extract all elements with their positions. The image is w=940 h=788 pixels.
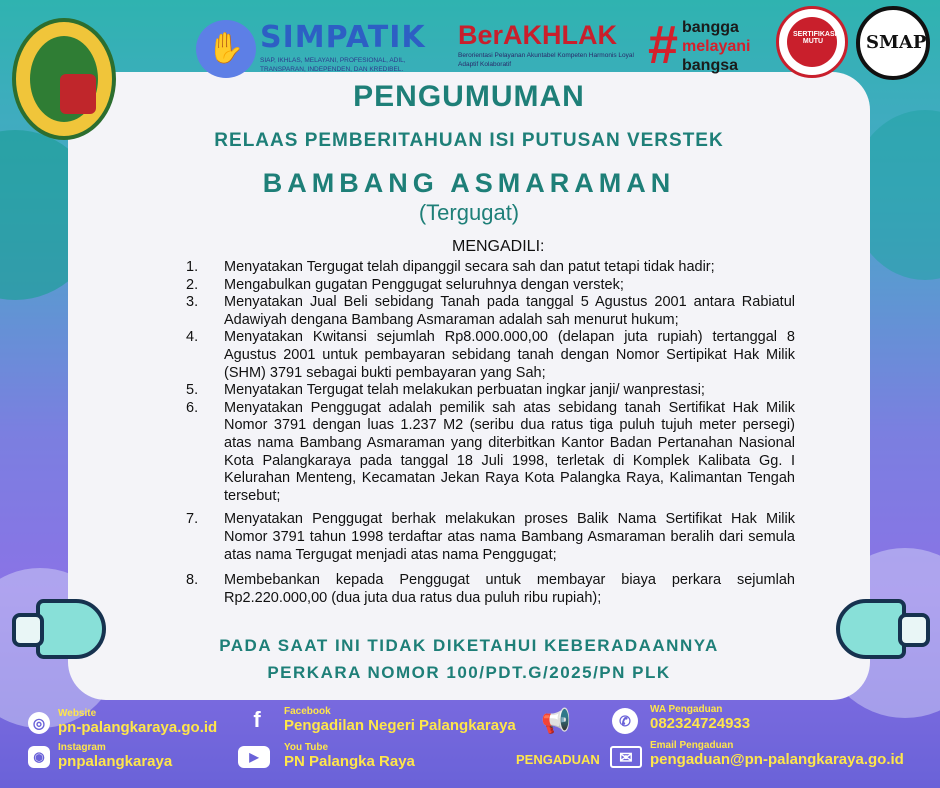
bangga-word-1: bangga	[682, 19, 739, 36]
verdict-list	[180, 259, 795, 607]
instagram-icon: ◉	[28, 746, 50, 768]
youtube-contact[interactable]	[284, 742, 415, 770]
facebook-label: Facebook	[284, 706, 331, 717]
page-title: PENGUMUMAN	[353, 80, 585, 113]
pengaduan-contact	[516, 752, 600, 767]
berakhlak-title: BerAKHLAK	[458, 20, 618, 50]
facebook-contact[interactable]	[284, 706, 516, 734]
bangga-word-3: bangsa	[682, 57, 739, 74]
website-contact[interactable]	[58, 708, 217, 736]
instagram-link[interactable]: pnpalangkaraya	[58, 753, 173, 770]
verdict-item: 5. Menyatakan Tergugat telah melakukan perbuatan ingkar janji/ wanprestasi;	[186, 382, 705, 399]
pengaduan-label: PENGADUAN	[516, 752, 600, 767]
verdict-item: 4. Menyatakan Kwitansi sejumlah Rp8.000.000,00 (delapan juta rupiah) tertanggal 8 Agustus 2001 untuk pembayaran sebidang tanah dengan Nomor Sertipikat Hak Milik (SHM) 3791 sebagai bukti pembayaran yang Sah;	[186, 329, 795, 381]
hashtag-icon: #	[648, 15, 679, 75]
website-link[interactable]: pn-palangkaraya.go.id	[58, 719, 218, 736]
berakhlak-tagline: Berorientasi Pelayanan Akuntabel Kompeten Harmonis Loyal Adaptif Kolaboratif	[458, 52, 634, 68]
instagram-contact[interactable]	[58, 742, 172, 770]
pn-palangkaraya-logo	[12, 18, 116, 140]
facebook-icon: f	[253, 707, 261, 732]
whatsapp-icon: ✆	[612, 708, 638, 734]
wa-number[interactable]: 082324724933	[650, 715, 751, 732]
hand-icon: ✋	[196, 20, 256, 78]
simpatik-tagline: SIAP, IKHLAS, MELAYANI, PROFESIONAL, ADIL, TRANSPARAN, INDEPENDEN, DAN KREDIBEL.	[260, 57, 406, 73]
smap-text: SMAP	[866, 32, 927, 53]
megaphone-icon: 📢	[541, 708, 571, 735]
simpatik-title: SIMPATIK	[260, 20, 426, 55]
defendant-role: (Tergugat)	[418, 200, 520, 225]
defendant-name: BAMBANG ASMARAMAN	[262, 168, 676, 198]
bangga-word-2: melayani	[682, 38, 751, 55]
verdict-item: 6. Menyatakan Penggugat adalah pemilik sah atas sebidang tanah Sertifikat Hak Milik Nomor 3791 dengan luas 1.237 M2 (seribu dua ratus tiga puluh tujuh meter persegi) atas nama Bambang Asmaraman yang diterbitkan Kantor Badan Pertanahan Nasional Kota Palangkaraya pada tanggal 18 Juli 1998, terletak di Komplek Kalibata Gg. I Kelurahan Menteng, Kecamatan Jekan Raya Kota Palangka Raya, Kalimantan Tengah tersebut;	[186, 399, 795, 504]
email-contact[interactable]	[650, 740, 904, 768]
verdict-heading: MENGADILI:	[452, 238, 545, 255]
wa-contact[interactable]	[650, 704, 750, 732]
verdict-item: 7. Menyatakan Penggugat berhak melakukan proses Balik Nama Sertifikat Hak Milik Nomor 3791 tahun 1998 terdaftar atas nama Bambang Asmaraman beralih dari semula atas nama Tergugat menjadi atas nama Penggugat;	[186, 511, 795, 563]
cert-text: SERTIFIKASI MUTU	[793, 31, 837, 45]
verdict-item: 1. Menyatakan Tergugat telah dipanggil secara sah dan patut tetapi tidak hadir;	[186, 259, 715, 275]
website-label: Website	[58, 708, 97, 719]
simpatik-logo	[196, 20, 446, 78]
email-label: Email Pengaduan	[650, 740, 734, 751]
globe-icon: ◎	[28, 712, 50, 734]
megaphone-icon	[12, 585, 122, 675]
smap-logo	[856, 6, 930, 80]
page-subtitle: RELAAS PEMBERITAHUAN ISI PUTUSAN VERSTEK	[214, 130, 724, 151]
verdict-item: 8. Membebankan kepada Penggugat untuk membayar biaya perkara sejumlah Rp2.220.000,00 (dua juta dua ratus dua puluh ribu rupiah);	[186, 572, 795, 606]
megaphone-icon	[820, 585, 930, 675]
case-number: PERKARA NOMOR 100/PDT.G/2025/PN PLK	[267, 663, 671, 682]
facebook-link[interactable]: Pengadilan Negeri Palangkaraya	[284, 717, 516, 734]
bangga-melayani-logo	[648, 14, 768, 76]
wa-label: WA Pengaduan	[650, 704, 723, 715]
logo-header	[0, 0, 940, 90]
status-line: PADA SAAT INI TIDAK DIKETAHUI KEBERADAANNYA	[219, 636, 719, 655]
instagram-label: Instagram	[58, 742, 106, 753]
verdict-item: 2. Mengabulkan gugatan Penggugat seluruhnya dengan verstek;	[186, 276, 624, 293]
certification-seal	[776, 6, 848, 78]
youtube-icon: ▶	[238, 746, 270, 768]
youtube-label: You Tube	[284, 742, 329, 753]
email-link[interactable]: pengaduan@pn-palangkaraya.go.id	[650, 751, 904, 768]
verdict-item: 3. Menyatakan Jual Beli sebidang Tanah pada tanggal 5 Agustus 2001 antara Rabiatul Adawiyah dengana Bambang Asmaraman adalah sah menurut hukum;	[186, 294, 795, 328]
berakhlak-logo	[458, 20, 643, 78]
email-icon: ✉	[610, 746, 642, 768]
youtube-link[interactable]: PN Palangka Raya	[284, 753, 415, 770]
